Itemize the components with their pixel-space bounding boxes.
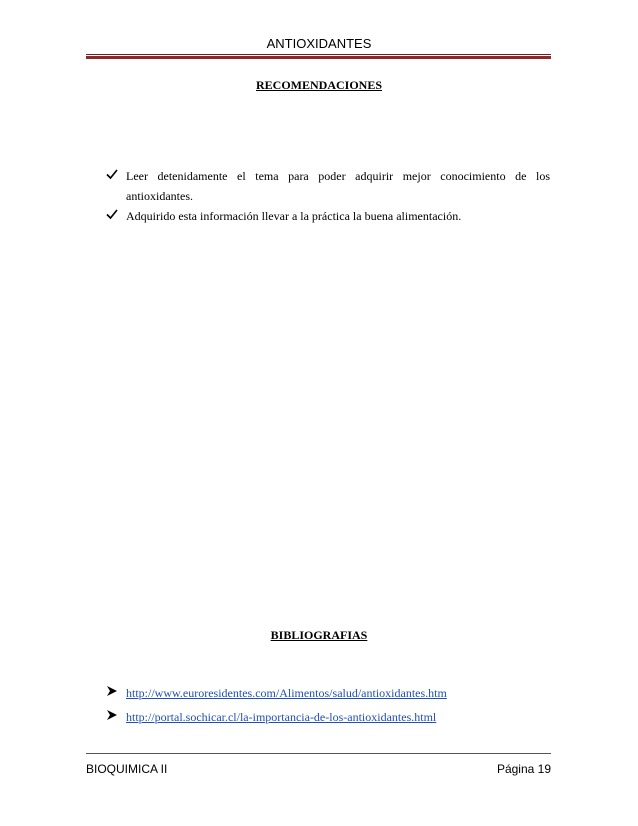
recommendation-item [104, 206, 550, 226]
header-rule-thin [86, 54, 551, 55]
footer-page-number: Página 19 [496, 762, 551, 776]
bibliography-link[interactable]: http://www.euroresidentes.com/Alimentos/salud/antioxidantes.htm [126, 686, 447, 700]
bibliography-item [104, 683, 550, 703]
bibliography-list [104, 683, 550, 731]
checkmark-icon [106, 206, 120, 226]
bibliography-item [104, 707, 550, 727]
checkmark-icon [106, 166, 120, 186]
recommendation-text: Leer detenidamente el tema para poder adquirir mejor conocimiento de los antioxidantes. [126, 169, 550, 203]
recommendation-text: Adquirido esta información llevar a la práctica la buena alimentación. [126, 209, 462, 223]
footer-rule [86, 753, 551, 754]
arrowhead-icon [106, 707, 120, 727]
header-rule-thick [86, 56, 551, 59]
arrowhead-icon [106, 683, 120, 703]
recommendations-title: RECOMENDACIONES [255, 78, 382, 92]
footer-course-name: BIOQUIMICA II [86, 762, 168, 776]
recommendation-item [104, 166, 550, 206]
recommendations-list [104, 166, 550, 226]
bibliography-link[interactable]: http://portal.sochicar.cl/la-importancia-de-los-antioxidantes.html [126, 710, 437, 724]
page-header-title: ANTIOXIDANTES [266, 36, 372, 51]
bibliography-title: BIBLIOGRAFIAS [270, 628, 368, 642]
